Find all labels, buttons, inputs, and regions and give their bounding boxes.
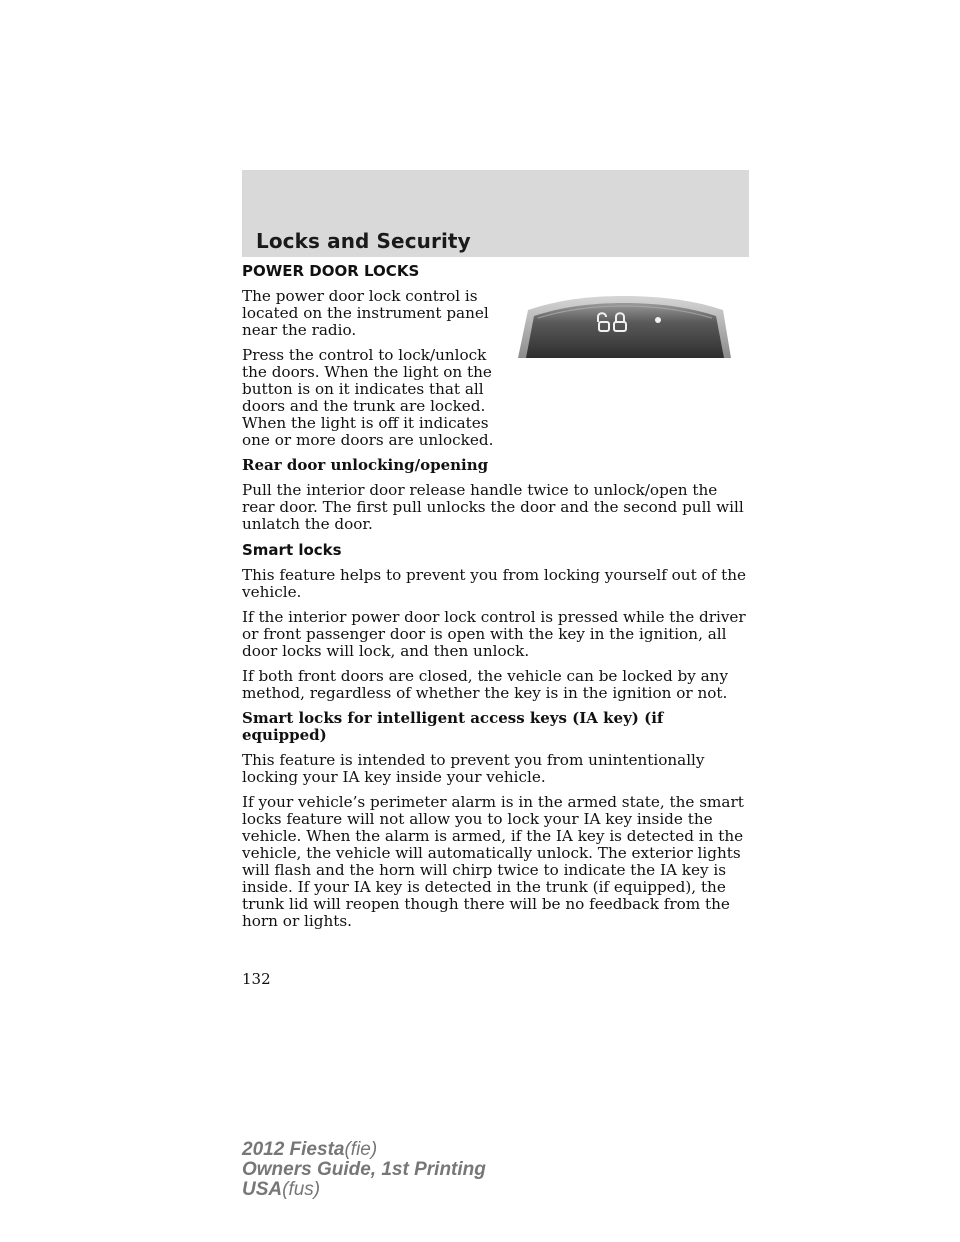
heading-smart-locks: Smart locks xyxy=(242,541,342,559)
paragraph-smart-locks-ia-intro: This feature is intended to prevent you from unintentionally locking your IA key inside your vehicle. xyxy=(242,751,705,786)
footer-region: USA xyxy=(242,1179,283,1200)
footer-model: 2012 Fiesta xyxy=(242,1139,345,1160)
heading-rear-door: Rear door unlocking/opening xyxy=(242,456,489,474)
footer-line-1 xyxy=(242,1140,642,1160)
section-title: Locks and Security xyxy=(256,229,471,253)
footer-imprint xyxy=(242,1140,642,1200)
paragraph-smart-locks-driver-door: If the interior power door lock control is pressed while the driver or front passenger door is open with the key in the ignition, all door locks will lock, and then unlock. xyxy=(242,608,746,660)
door-lock-button-icon xyxy=(518,292,731,364)
paragraph-rear-door: Pull the interior door release handle twice to unlock/open the rear door. The first pull unlocks the door and the second pull will unlatch the door. xyxy=(242,481,744,533)
heading-smart-locks-ia: Smart locks for intelligent access keys (IA key) (if equipped) xyxy=(242,709,664,744)
footer-region-code: (fus) xyxy=(282,1179,321,1200)
paragraph-power-door-locks-usage: Press the control to lock/unlock the doors. When the light on the button is on it indicates that all doors and the trunk are locked. When the light is off it indicates one or more doors are unlocked. xyxy=(242,346,494,449)
footer-line-3 xyxy=(242,1180,642,1200)
page-number: 132 xyxy=(242,970,271,988)
paragraph-power-door-locks-location: The power door lock control is located on the instrument panel near the radio. xyxy=(242,287,489,339)
footer-model-code: (fie) xyxy=(344,1139,378,1160)
door-lock-control-figure xyxy=(518,292,731,364)
footer-line-2: Owners Guide, 1st Printing xyxy=(242,1159,486,1180)
paragraph-smart-locks-ia-alarm: If your vehicle’s perimeter alarm is in the armed state, the smart locks feature will not allow you to lock your IA key inside the vehicle. When the alarm is armed, if the IA key is detected in the vehicle, the vehicle will automatically unlock. The exterior lights will flash and the horn will chirp twice to indicate the IA key is inside. If your IA key is detected in the trunk (if equipped), the trunk lid will reopen though there will be no feedback from the horn or lights. xyxy=(242,793,744,930)
paragraph-smart-locks-intro: This feature helps to prevent you from locking yourself out of the vehicle. xyxy=(242,566,746,601)
paragraph-smart-locks-closed-doors: If both front doors are closed, the vehicle can be locked by any method, regardless of whether the key is in the ignition or not. xyxy=(242,667,729,702)
section-header-band xyxy=(242,170,749,257)
heading-power-door-locks: POWER DOOR LOCKS xyxy=(242,262,420,280)
